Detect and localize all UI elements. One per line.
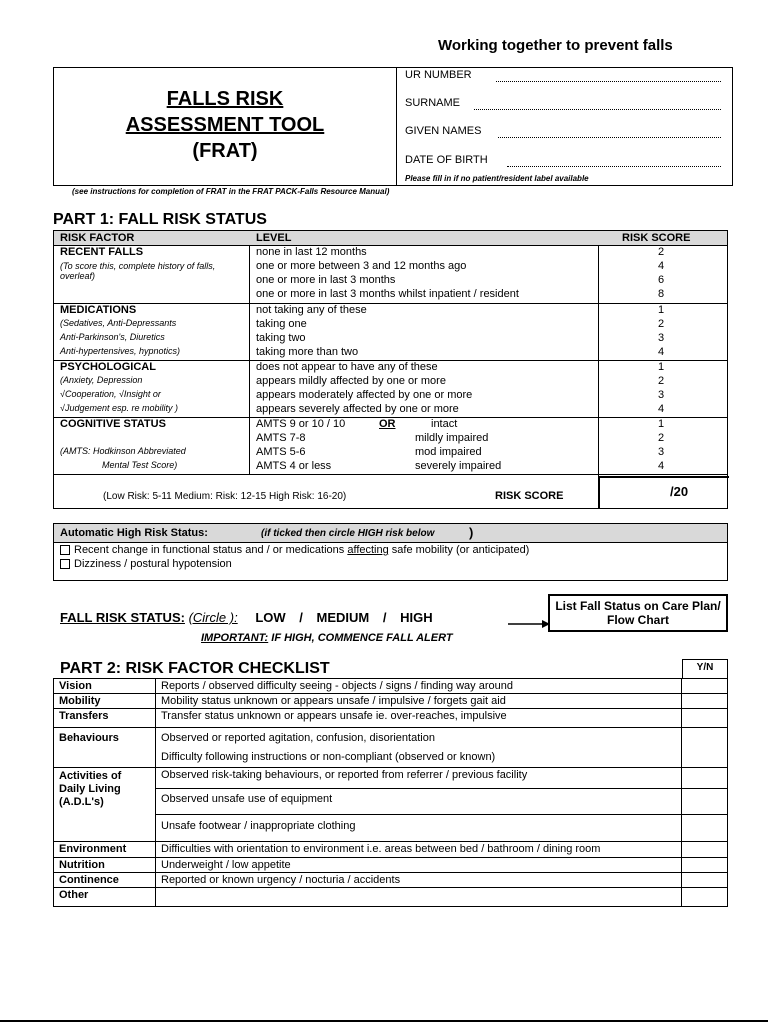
factor-cell: Environment <box>54 842 156 858</box>
score-value: 4 <box>657 403 665 415</box>
factor-cell: Behaviours <box>54 728 156 768</box>
level-item: one or more in last 3 months whilst inpatient / resident <box>256 288 519 300</box>
psychological-section <box>54 360 727 418</box>
psychological-note: √Judgement esp. re mobility ) <box>60 403 178 413</box>
psychological-title: PSYCHOLOGICAL <box>60 361 156 373</box>
title-line-1: FALLS RISK <box>166 88 284 110</box>
cognitive-note: Mental Test Score) <box>102 460 178 470</box>
score-value: 2 <box>657 318 665 330</box>
table-row <box>54 694 728 709</box>
description-cell: Reported or known urgency / nocturia / accidents <box>156 873 682 888</box>
score-value: 3 <box>657 446 665 458</box>
psychological-note: √Cooperation, √Insight or <box>60 389 161 399</box>
description-cell: Difficulties with orientation to environment i.e. areas between bed / bathroom / dining room <box>156 842 682 858</box>
yn-cell[interactable] <box>682 709 728 728</box>
fall-status-row: FALL RISK STATUS: (Circle ): LOW / MEDIUM / HIGH <box>60 610 433 625</box>
score-value: 1 <box>657 361 665 373</box>
amts-item: AMTS 9 or 10 / 10 <box>256 418 346 430</box>
risk-checklist-table <box>53 678 728 907</box>
score-value: 3 <box>657 332 665 344</box>
level-item: mod impaired <box>415 446 482 458</box>
risk-legend: (Low Risk: 5-11 Medium: Risk: 12-15 High Risk: 16-20) <box>103 491 347 502</box>
level-item: appears moderately affected by one or more <box>256 389 473 401</box>
factor-cell: Mobility <box>54 694 156 709</box>
description-cell: Unsafe footwear / inappropriate clothing <box>156 815 682 842</box>
table-row <box>54 709 728 728</box>
cognitive-note: (AMTS: Hodkinson Abbreviated <box>60 446 186 456</box>
title-panel <box>54 68 397 185</box>
score-value: 2 <box>657 375 665 387</box>
level-item: severely impaired <box>415 460 502 472</box>
score-value: 1 <box>657 304 665 316</box>
factor-cell: Continence <box>54 873 156 888</box>
risk-score-total: /20 <box>670 484 689 499</box>
score-value: 4 <box>657 346 665 358</box>
auto-high-item[interactable]: Dizziness / postural hypotension <box>60 558 232 570</box>
cognitive-section <box>54 417 727 475</box>
dob-label: DATE OF BIRTH <box>405 154 488 166</box>
yn-cell[interactable] <box>682 873 728 888</box>
table-row <box>54 728 728 768</box>
score-value: 6 <box>657 274 665 286</box>
part2-heading: PART 2: RISK FACTOR CHECKLIST <box>60 660 330 677</box>
description-cell: Observed or reported agitation, confusion, disorientation Difficulty following instructions or non-compliant (observed or known) <box>156 728 682 768</box>
col-risk-factor: RISK FACTOR <box>60 232 135 244</box>
psychological-note: (Anxiety, Depression <box>60 375 143 385</box>
table-row <box>54 873 728 888</box>
description-cell: Observed unsafe use of equipment <box>156 789 682 815</box>
checkbox[interactable] <box>60 545 70 555</box>
level-item: mildly impaired <box>415 432 489 444</box>
level-item: taking more than two <box>256 346 359 358</box>
description-cell: Transfer status unknown or appears unsafe ie. over-reaches, impulsive <box>156 709 682 728</box>
factor-cell: Other <box>54 888 156 907</box>
yn-cell[interactable] <box>682 679 728 694</box>
medications-title: MEDICATIONS <box>60 304 137 316</box>
or-label: OR <box>379 418 396 430</box>
recent-falls-note: (To score this, complete history of falls, overleaf) <box>60 261 216 281</box>
arrow-right-icon <box>508 616 550 634</box>
factor-cell: Nutrition <box>54 858 156 873</box>
yn-cell[interactable] <box>682 842 728 858</box>
level-item: none in last 12 months <box>256 246 367 258</box>
bottom-rule <box>0 1020 768 1022</box>
table-row <box>54 768 728 789</box>
score-value: 4 <box>657 460 665 472</box>
level-item: one or more between 3 and 12 months ago <box>256 260 467 272</box>
factor-cell: Transfers <box>54 709 156 728</box>
ur-number-label: UR NUMBER <box>405 69 472 81</box>
level-item: intact <box>431 418 458 430</box>
yn-cell[interactable] <box>682 815 728 842</box>
auto-high-header: Automatic High Risk Status: (if ticked then circle HIGH risk below ) <box>54 524 727 543</box>
yn-cell[interactable] <box>682 789 728 815</box>
description-cell[interactable] <box>156 888 682 907</box>
header-tagline: Working together to prevent falls <box>438 37 673 54</box>
auto-high-note: (if ticked then circle HIGH risk below <box>261 528 435 539</box>
given-names-field[interactable] <box>498 125 721 138</box>
yn-cell[interactable] <box>682 858 728 873</box>
instructions-note: (see instructions for completion of FRAT in the FRAT PACK-Falls Resource Manual) <box>72 187 390 196</box>
cognitive-title: COGNITIVE STATUS <box>60 418 166 430</box>
factor-cell: Vision <box>54 679 156 694</box>
medications-note: Anti-hypertensives, hypnotics) <box>60 346 181 356</box>
level-item: does not appear to have any of these <box>256 361 438 373</box>
care-plan-box: List Fall Status on Care Plan/ Flow Chart <box>548 594 728 632</box>
status-low[interactable]: LOW <box>255 610 286 625</box>
description-cell: Underweight / low appetite <box>156 858 682 873</box>
status-medium[interactable]: MEDIUM <box>316 610 370 625</box>
level-item: one or more in last 3 months <box>256 274 396 286</box>
level-item: appears severely affected by one or more <box>256 403 459 415</box>
amts-item: AMTS 7-8 <box>256 432 306 444</box>
factor-cell: Activities of Daily Living (A.D.L's) <box>54 768 156 842</box>
table-row <box>54 888 728 907</box>
medications-note: (Sedatives, Anti-Depressants <box>60 318 177 328</box>
part1-header-row <box>54 231 727 246</box>
dob-field[interactable] <box>507 154 721 167</box>
auto-high-heading: Automatic High Risk Status: <box>60 527 208 539</box>
description-cell: Observed risk-taking behaviours, or reported from referrer / previous facility <box>156 768 682 789</box>
score-value: 8 <box>657 288 665 300</box>
yn-cell[interactable] <box>682 728 728 768</box>
score-value: 1 <box>657 418 665 430</box>
important-note: IMPORTANT: IF HIGH, COMMENCE FALL ALERT <box>201 632 453 644</box>
yn-header: Y/N <box>682 659 728 678</box>
medications-note: Anti-Parkinson's, Diuretics <box>60 332 165 342</box>
surname-field[interactable] <box>474 97 721 110</box>
description-cell: Mobility status unknown or appears unsafe / impulsive / forgets gait aid <box>156 694 682 709</box>
score-value: 2 <box>657 432 665 444</box>
table-row <box>54 679 728 694</box>
yn-cell[interactable] <box>682 888 728 907</box>
recent-falls-title: RECENT FALLS <box>60 246 144 258</box>
part1-heading: PART 1: FALL RISK STATUS <box>53 211 267 228</box>
label-note: Please fill in if no patient/resident label available <box>405 174 589 183</box>
recent-falls-section <box>54 245 727 304</box>
title-line-3: (FRAT) <box>192 140 258 162</box>
level-item: taking one <box>256 318 307 330</box>
yn-cell[interactable] <box>682 768 728 789</box>
table-row <box>54 815 728 842</box>
amts-item: AMTS 5-6 <box>256 446 306 458</box>
header-box <box>53 67 733 186</box>
amts-item: AMTS 4 or less <box>256 460 332 472</box>
level-item: taking two <box>256 332 306 344</box>
risk-score-total-box[interactable] <box>598 476 729 509</box>
score-value: 3 <box>657 389 665 401</box>
fall-status-label: FALL RISK STATUS: <box>60 610 185 625</box>
col-risk-score: RISK SCORE <box>622 232 691 244</box>
checkbox[interactable] <box>60 559 70 569</box>
score-value: 2 <box>657 246 665 258</box>
col-level: LEVEL <box>256 232 292 244</box>
yn-cell[interactable] <box>682 694 728 709</box>
given-names-label: GIVEN NAMES <box>405 125 482 137</box>
level-item: not taking any of these <box>256 304 367 316</box>
risk-score-label: RISK SCORE <box>495 490 564 502</box>
surname-label: SURNAME <box>405 97 461 109</box>
circle-instruction: (Circle ): <box>188 610 238 625</box>
title-line-2: ASSESSMENT TOOL <box>125 114 325 136</box>
auto-high-box <box>53 523 728 581</box>
ur-number-field[interactable] <box>496 69 721 82</box>
table-row <box>54 842 728 858</box>
part1-table <box>53 230 728 509</box>
auto-high-item[interactable]: Recent change in functional status and / or medications affecting safe mobility (or anticipated) <box>60 544 529 556</box>
medications-section <box>54 303 727 361</box>
table-row <box>54 858 728 873</box>
description-cell: Reports / observed difficulty seeing - objects / signs / finding way around <box>156 679 682 694</box>
score-value: 4 <box>657 260 665 272</box>
status-high[interactable]: HIGH <box>400 610 433 625</box>
level-item: appears mildly affected by one or more <box>256 375 446 387</box>
table-row <box>54 789 728 815</box>
